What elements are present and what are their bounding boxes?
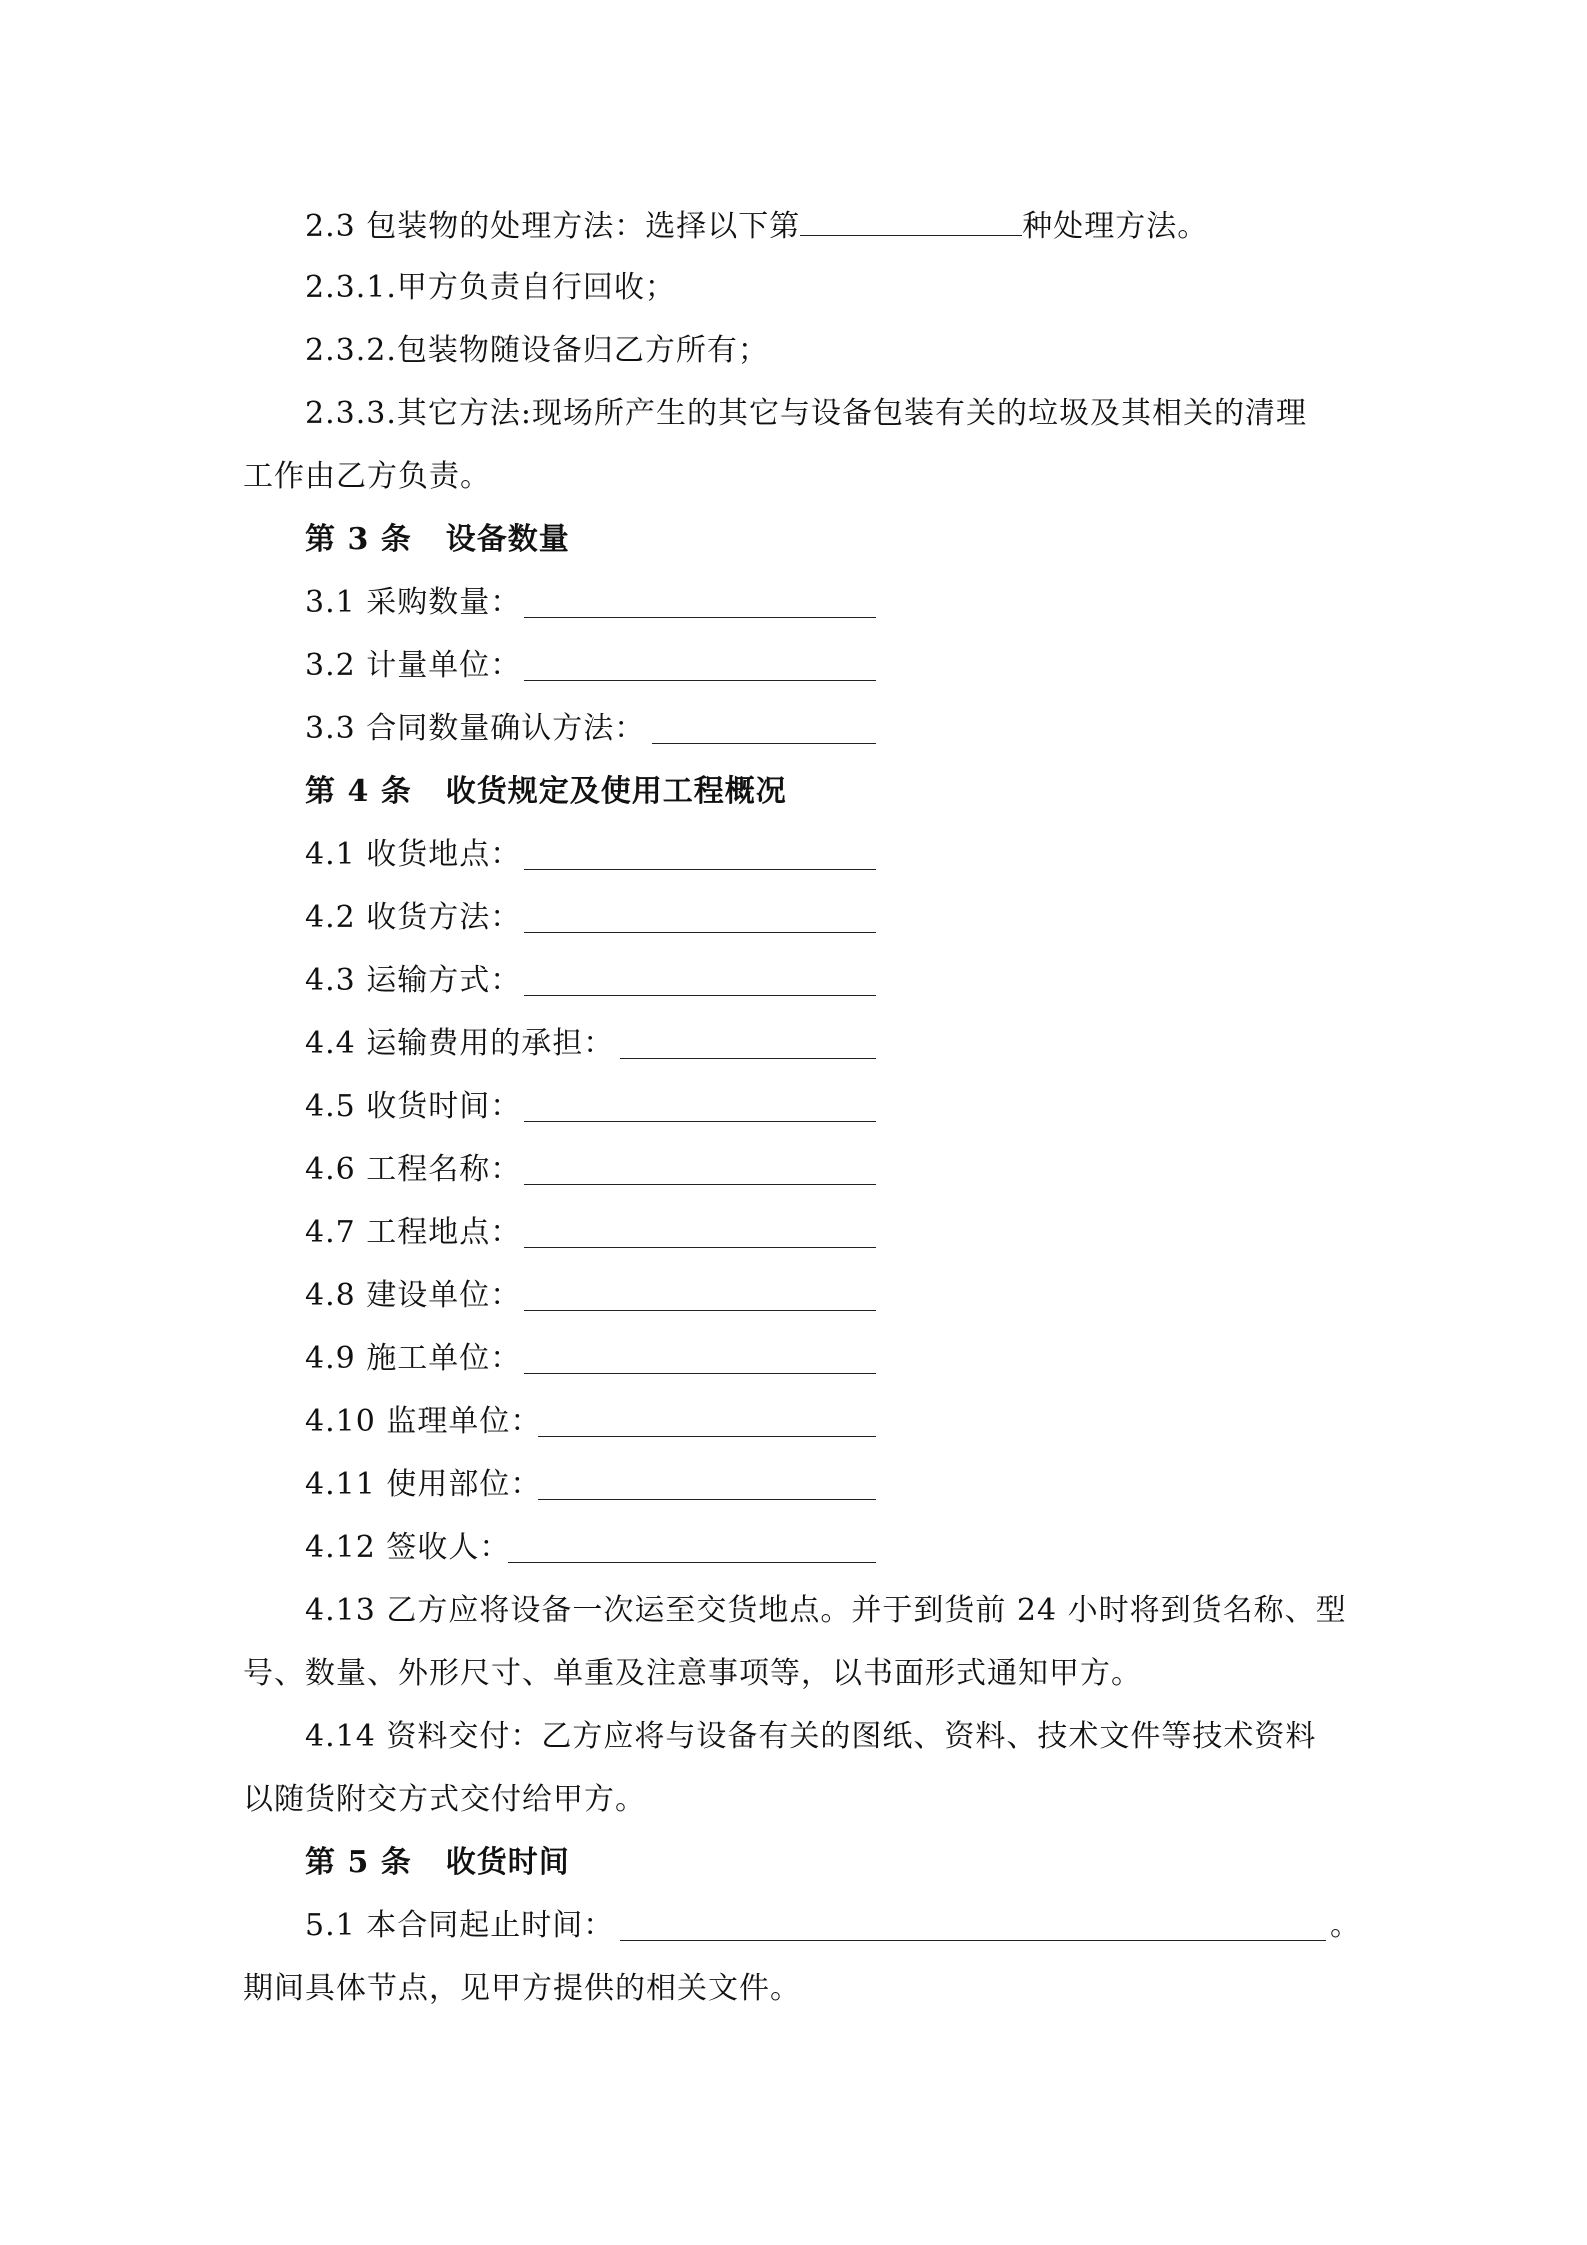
clause-4-8-blank[interactable] [524, 1310, 876, 1311]
clause-2-3-text: 2.3 包装物的处理方法：选择以下第 [305, 209, 801, 244]
clause-2-3-blank[interactable] [800, 205, 1022, 236]
clause-4-5-blank[interactable] [524, 1121, 876, 1122]
clause-4-7-blank[interactable] [524, 1247, 876, 1248]
clause-2-3-2: 2.3.2.包装物随设备归乙方所有； [305, 333, 769, 368]
clause-2-3-suffix: 种处理方法。 [1022, 209, 1209, 244]
clause-2-3-3-continued: 工作由乙方负责。 [243, 459, 491, 494]
clause-2-3-3: 2.3.3.其它方法:现场所产生的其它与设备包装有关的垃圾及其相关的清理 [305, 396, 1307, 431]
clause-4-1-label: 4.1 收货地点： [305, 837, 522, 872]
clause-4-4-label: 4.4 运输费用的承担： [305, 1026, 615, 1061]
clause-4-14: 4.14 资料交付：乙方应将与设备有关的图纸、资料、技术文件等技术资料 [305, 1719, 1317, 1754]
clause-4-13-continued: 号、数量、外形尺寸、单重及注意事项等，以书面形式通知甲方。 [243, 1656, 1142, 1691]
clause-4-6-blank[interactable] [524, 1184, 876, 1185]
article-3-title: 设备数量 [445, 522, 570, 557]
clause-4-11-blank[interactable] [538, 1499, 876, 1500]
clause-5-1-period: 。 [1330, 1908, 1361, 1943]
clause-4-3-blank[interactable] [524, 995, 876, 996]
clause-4-9-label: 4.9 施工单位： [305, 1341, 522, 1376]
article-5-heading [305, 1843, 570, 1883]
clause-4-6-label: 4.6 工程名称： [305, 1152, 522, 1187]
clause-5-1-blank[interactable] [620, 1940, 1326, 1941]
clause-4-13: 4.13 乙方应将设备一次运至交货地点。并于到货前 24 小时将到货名称、型 [305, 1593, 1347, 1628]
clause-3-1-blank[interactable] [524, 617, 876, 618]
clause-4-7-label: 4.7 工程地点： [305, 1215, 522, 1250]
article-4-title: 收货规定及使用工程概况 [445, 774, 787, 809]
clause-4-4-blank[interactable] [620, 1058, 876, 1059]
article-3-number: 第 3 条 [305, 522, 412, 557]
clause-3-3-label: 3.3 合同数量确认方法： [305, 711, 646, 746]
clause-4-2-blank[interactable] [524, 932, 876, 933]
clause-4-12-label: 4.12 签收人： [305, 1530, 511, 1565]
clause-4-2-label: 4.2 收货方法： [305, 900, 522, 935]
article-5-title: 收货时间 [445, 1845, 570, 1880]
article-3-heading [305, 520, 570, 560]
clause-4-1-blank[interactable] [524, 869, 876, 870]
clause-4-12-blank[interactable] [508, 1562, 876, 1563]
clause-4-8-label: 4.8 建设单位： [305, 1278, 522, 1313]
clause-4-14-continued: 以随货附交方式交付给甲方。 [243, 1782, 646, 1817]
clause-4-5-label: 4.5 收货时间： [305, 1089, 522, 1124]
clause-4-11-label: 4.11 使用部位： [305, 1467, 542, 1502]
clause-3-1-label: 3.1 采购数量： [305, 585, 522, 620]
clause-2-3-1: 2.3.1.甲方负责自行回收； [305, 270, 676, 305]
article-5-number: 第 5 条 [305, 1845, 412, 1880]
clause-4-9-blank[interactable] [524, 1373, 876, 1374]
clause-3-3-blank[interactable] [652, 743, 876, 744]
clause-2-3 [305, 205, 1208, 247]
clause-3-2-blank[interactable] [524, 680, 876, 681]
clause-5-1-label: 5.1 本合同起止时间： [305, 1908, 615, 1943]
article-4-heading [305, 772, 787, 812]
clause-5-1-continued: 期间具体节点，见甲方提供的相关文件。 [243, 1971, 801, 2006]
clause-4-3-label: 4.3 运输方式： [305, 963, 522, 998]
clause-3-2-label: 3.2 计量单位： [305, 648, 522, 683]
clause-4-10-label: 4.10 监理单位： [305, 1404, 542, 1439]
article-4-number: 第 4 条 [305, 774, 412, 809]
clause-4-10-blank[interactable] [538, 1436, 876, 1437]
